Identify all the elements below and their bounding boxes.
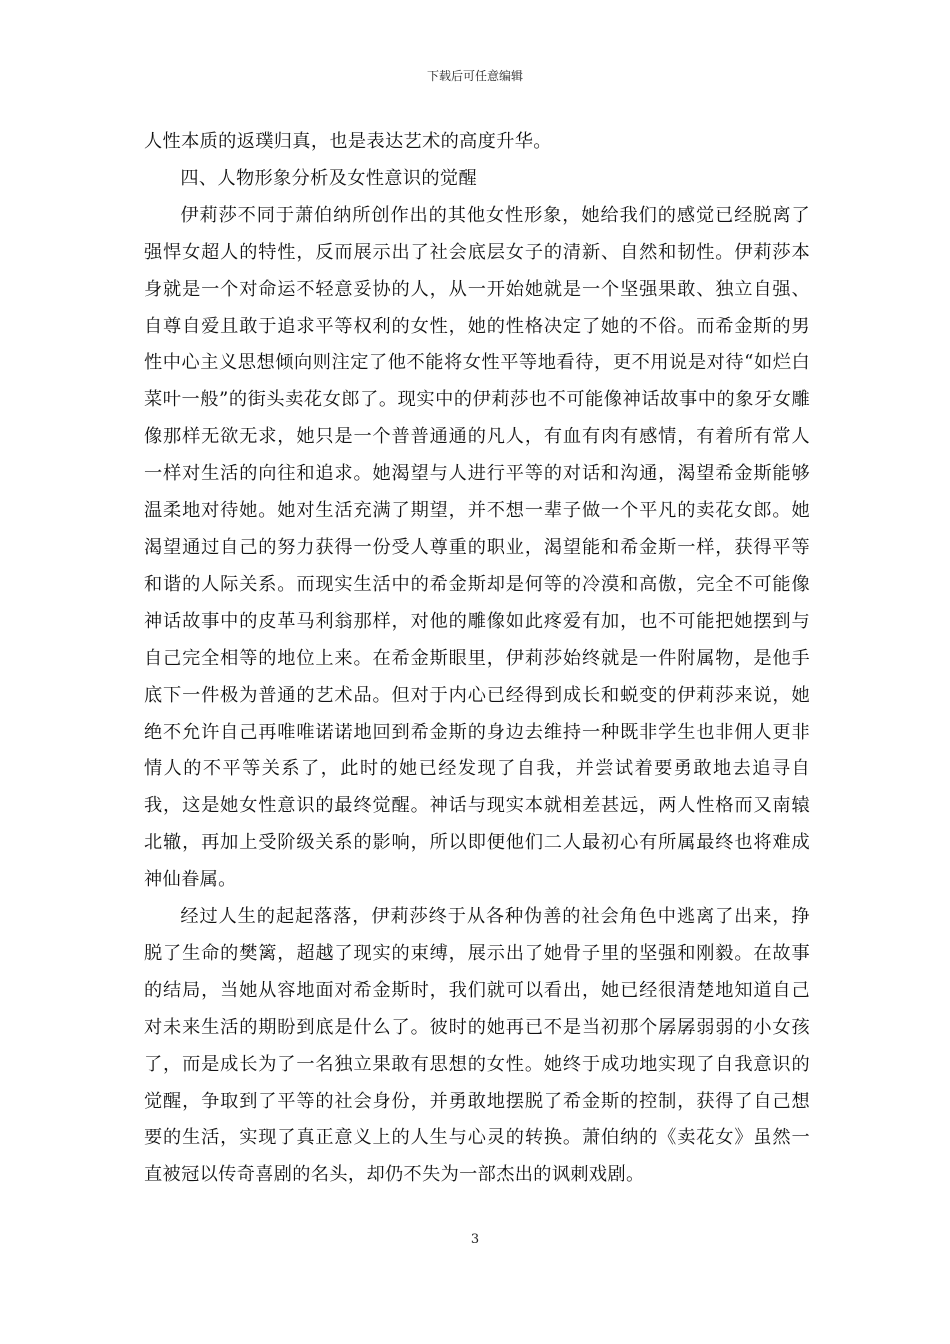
paragraph-continuation: 人性本质的返璞归真，也是表达艺术的高度升华。 <box>144 131 552 152</box>
body-text <box>144 124 810 1194</box>
paragraph-2: 经过人生的起起落落，伊莉莎终于从各种伪善的社会角色中逃离了出来，挣脱了生命的樊篱，超越了现实的束缚，展示出了她骨子里的坚强和刚毅。在故事的结局，当她从容地面对希金斯时，我们就可以看出，她已经很清楚地知道自己对未来生活的期盼到底是什么了。彼时的她再已不是当初那个孱孱弱弱的小女孩了，而是成长为了一名独立果敢有思想的女性。她终于成功地实现了自我意识的觉醒，争取到了平等的社会身份，并勇敢地摆脱了希金斯的控制，获得了自己想要的生活，实现了真正意义上的人生与心灵的转换。萧伯纳的《卖花女》虽然一直被冠以传奇喜剧的名头，却仍不失为一部杰出的讽刺戏剧。 <box>144 906 810 1186</box>
page-number: 3 <box>470 1232 480 1247</box>
section-heading: 四、人物形象分析及女性意识的觉醒 <box>180 167 477 189</box>
paragraph-1: 伊莉莎不同于萧伯纳所创作出的其他女性形象，她给我们的感觉已经脱离了强悍女超人的特性，反而展示出了社会底层女子的清新、自然和韧性。伊莉莎本身就是一个对命运不轻意妥协的人，从一开始她就是一个坚强果敢、独立自强、自尊自爱且敢于追求平等权利的女性，她的性格决定了她的不俗。而希金斯的男性中心主义思想倾向则注定了他不能将女性平等地看待，更不用说是对待“如烂白菜叶一般”的街头卖花女郎了。现实中的伊莉莎也不可能像神话故事中的象牙女雕像那样无欲无求，她只是一个普普通通的凡人，有血有肉有感情，有着所有常人一样对生活的向往和追求。她渴望与人进行平等的对话和沟通，渴望希金斯能够温柔地对待她。她对生活充满了期望，并不想一辈子做一个平凡的卖花女郎。她渴望通过自己的努力获得一份受人尊重的职业，渴望能和希金斯一样，获得平等和谐的人际关系。而现实生活中的希金斯却是何等的冷漠和高傲，完全不可能像神话故事中的皮革马利翁那样，对他的雕像如此疼爱有加，也不可能把她摆到与自己完全相等的地位上来。在希金斯眼里，伊莉莎始终就是一件附属物，是他手底下一件极为普通的艺术品。但对于内心已经得到成长和蜕变的伊莉莎来说，她绝不允许自己再唯唯诺诺地回到希金斯的身边去维持一种既非学生也非佣人更非情人的不平等关系了，此时的她已经发现了自我，并尝试着要勇敢地去追寻自我，这是她女性意识的最终觉醒。神话与现实本就相差甚远，两人性格而又南辕北辙，再加上受阶级关系的影响，所以即便他们二人最初心有所属最终也将难成神仙眷属。 <box>144 204 810 891</box>
page-header: 下载后可任意编辑 <box>426 69 523 83</box>
